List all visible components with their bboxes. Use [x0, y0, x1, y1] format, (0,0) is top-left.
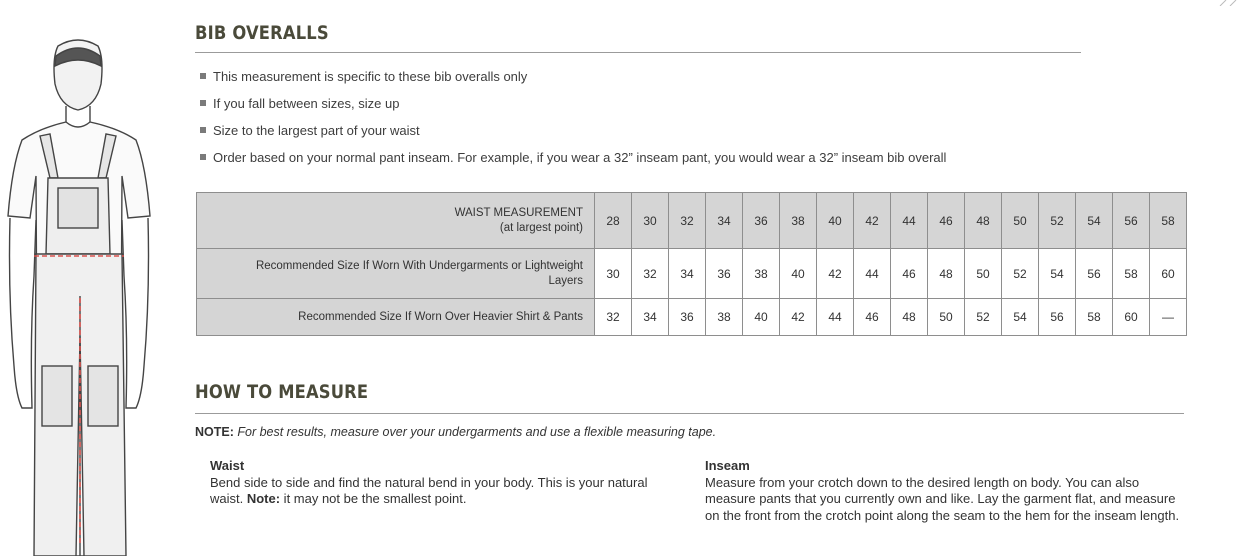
size-value-cell: 60: [1150, 249, 1187, 299]
size-value-cell: 42: [817, 249, 854, 299]
size-value-cell: 56: [1076, 249, 1113, 299]
section-divider: [195, 413, 1184, 414]
bullet-item: Size to the largest part of your waist: [200, 122, 946, 149]
size-value-cell: 30: [632, 193, 669, 249]
inseam-instructions: [705, 458, 1180, 524]
size-value-cell: 52: [965, 299, 1002, 336]
waist-measurement-row: [197, 193, 1187, 249]
row-label: Recommended Size If Worn With Undergarments or Lightweight Layers: [197, 249, 595, 299]
size-value-cell: 50: [965, 249, 1002, 299]
waist-text: Bend side to side and find the natural bend in your body. This is your natural waist. Note: it may not be the smallest point.: [210, 474, 648, 506]
size-value-cell: 50: [928, 299, 965, 336]
size-value-cell: 46: [928, 193, 965, 249]
size-value-cell: 54: [1002, 299, 1039, 336]
figure-illustration: [0, 36, 160, 556]
size-value-cell: 48: [891, 299, 928, 336]
size-value-cell: 34: [669, 249, 706, 299]
bullet-item: Order based on your normal pant inseam. For example, if you wear a 32” inseam pant, you would wear a 32” inseam bib overall: [200, 149, 946, 176]
size-value-cell: —: [1150, 299, 1187, 336]
lightweight-size-row: [197, 249, 1187, 299]
size-value-cell: 52: [1002, 249, 1039, 299]
size-value-cell: 44: [817, 299, 854, 336]
size-value-cell: 48: [965, 193, 1002, 249]
size-chart-table: [196, 192, 1187, 336]
size-value-cell: 34: [706, 193, 743, 249]
size-value-cell: 34: [632, 299, 669, 336]
size-value-cell: 56: [1039, 299, 1076, 336]
size-value-cell: 30: [595, 249, 632, 299]
bullet-item: This measurement is specific to these bib overalls only: [200, 68, 946, 95]
size-value-cell: 38: [743, 249, 780, 299]
size-value-cell: 38: [706, 299, 743, 336]
size-value-cell: 36: [743, 193, 780, 249]
size-value-cell: 46: [854, 299, 891, 336]
size-value-cell: 58: [1113, 249, 1150, 299]
size-value-cell: 54: [1039, 249, 1076, 299]
bullet-square-icon: [200, 100, 206, 106]
size-value-cell: 32: [595, 299, 632, 336]
size-value-cell: 48: [928, 249, 965, 299]
size-value-cell: 58: [1076, 299, 1113, 336]
size-value-cell: 54: [1076, 193, 1113, 249]
row-label: Recommended Size If Worn Over Heavier Shirt & Pants: [197, 299, 595, 336]
size-value-cell: 42: [854, 193, 891, 249]
size-value-cell: 40: [817, 193, 854, 249]
size-value-cell: 50: [1002, 193, 1039, 249]
bullet-square-icon: [200, 127, 206, 133]
size-value-cell: 36: [669, 299, 706, 336]
size-value-cell: 46: [891, 249, 928, 299]
row-label: WAIST MEASUREMENT (at largest point): [197, 193, 595, 249]
size-value-cell: 40: [780, 249, 817, 299]
size-value-cell: 42: [780, 299, 817, 336]
how-to-measure-title: HOW TO MEASURE: [195, 381, 369, 403]
waist-heading: Waist: [210, 458, 245, 473]
size-value-cell: 60: [1113, 299, 1150, 336]
size-value-cell: 28: [595, 193, 632, 249]
size-value-cell: 52: [1039, 193, 1076, 249]
size-value-cell: 32: [669, 193, 706, 249]
bullet-square-icon: [200, 73, 206, 79]
corner-mark: [1218, 0, 1251, 6]
bib-overalls-title: BIB OVERALLS: [195, 22, 329, 44]
bullet-square-icon: [200, 154, 206, 160]
waist-instructions: [210, 458, 650, 508]
inseam-heading: Inseam: [705, 458, 750, 473]
bullet-item: If you fall between sizes, size up: [200, 95, 946, 122]
size-value-cell: 38: [780, 193, 817, 249]
size-value-cell: 56: [1113, 193, 1150, 249]
measure-note: NOTE: For best results, measure over your undergarments and use a flexible measuring tape.: [195, 425, 717, 439]
inseam-text: Measure from your crotch down to the desired length on body. You can also measure pants that you currently own and like. Lay the garment flat, and measure on the front from the crotch point along the seam to the hem for the inseam length.: [705, 474, 1180, 523]
size-value-cell: 36: [706, 249, 743, 299]
title-divider: [195, 52, 1081, 53]
size-value-cell: 44: [891, 193, 928, 249]
bib-bullet-list: [200, 68, 946, 176]
size-value-cell: 44: [854, 249, 891, 299]
size-value-cell: 58: [1150, 193, 1187, 249]
heavier-size-row: [197, 299, 1187, 336]
size-value-cell: 32: [632, 249, 669, 299]
size-value-cell: 40: [743, 299, 780, 336]
